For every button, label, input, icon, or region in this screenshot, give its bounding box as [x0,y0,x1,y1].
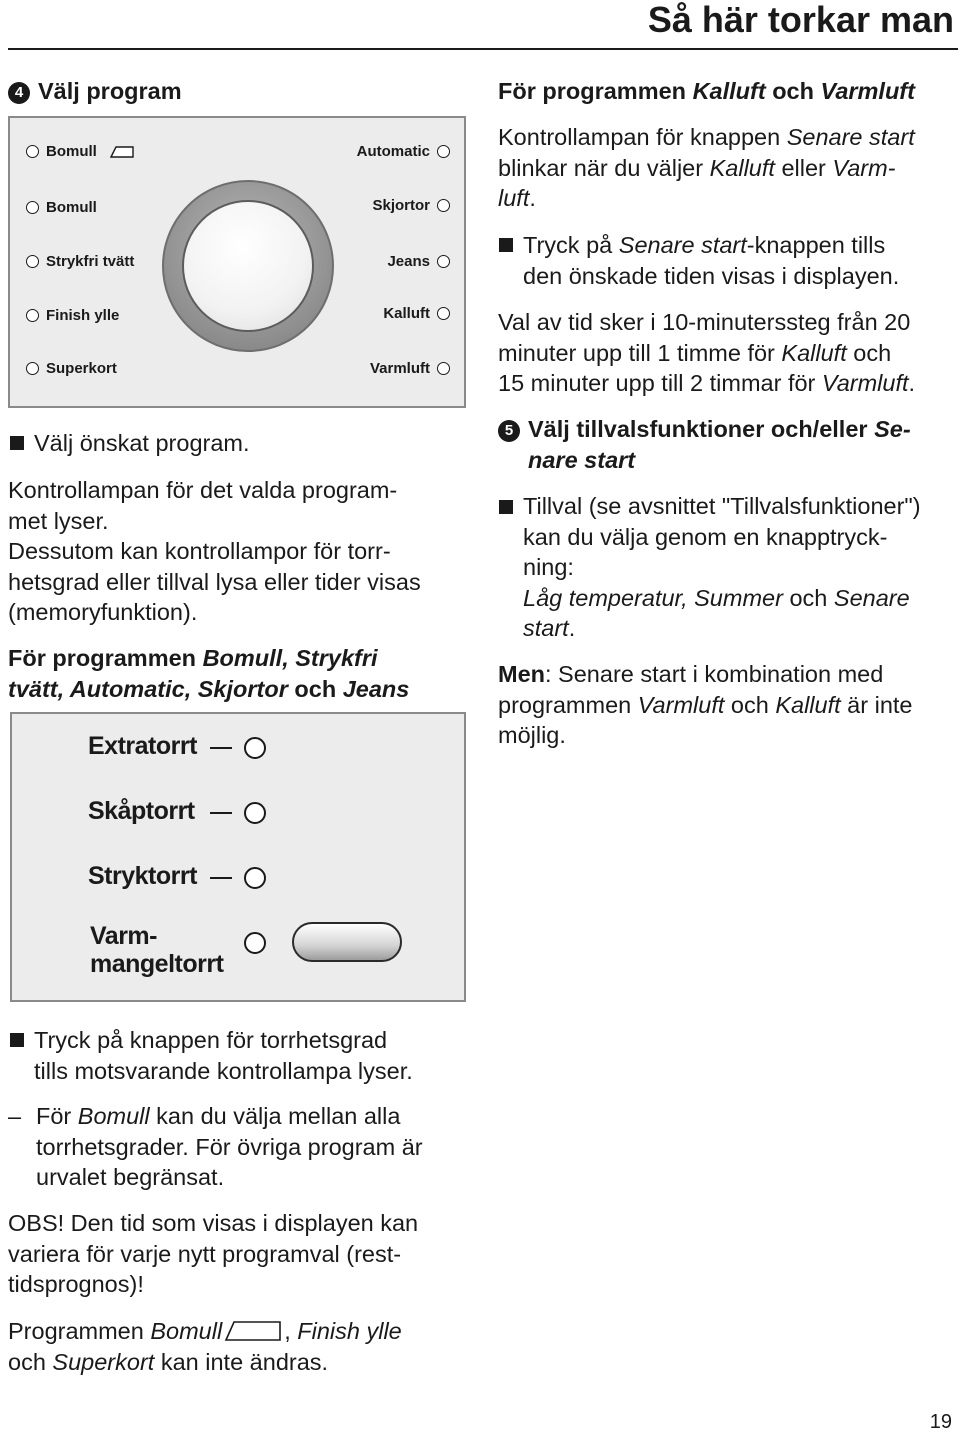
hanger-icon [224,1320,282,1342]
button-name: Senare start [786,124,915,150]
paragraph-line: urvalet begränsat. [36,1164,225,1190]
heading-text: och [287,676,343,702]
text: är inte [840,691,913,718]
step-number-badge: 4 [8,82,30,104]
instruction-press-delay-start [523,230,899,291]
program-label: Skjortor [372,197,430,214]
paragraph-line: hetsgrad eller tillval lysa eller tider visas [8,568,421,595]
program-name: Varm- [832,154,896,181]
dryness-label: mangeltorrt [90,950,224,978]
paragraph-line: Val av tid sker i 10-minuterssteg från 20 [498,309,911,335]
indicator-lamp-icon [244,802,266,824]
step-number-badge: 5 [498,420,520,442]
program-name: Bomull [77,1103,150,1129]
heading-programs: Kalluft [692,78,766,104]
paragraph-line: Kontrollampan för det valda program- [8,477,398,503]
bullet-icon [10,436,24,450]
program-dial-knob [182,200,314,332]
text: : Senare start i kombination med [545,661,884,687]
text: kan du välja mellan alla [149,1103,401,1129]
text: minuter upp till 1 timme för [498,339,782,366]
text: 15 minuter upp till 2 timmar för [498,370,822,396]
bullet-icon [10,1033,24,1047]
heading-text: För programmen [8,645,203,671]
paragraph-line: Dessutom kan kontrollampor för torr- [8,538,391,564]
text: och [8,1348,53,1375]
heading-programs: tvätt, Automatic, Skjortor [8,676,288,702]
program-label: Kalluft [383,305,430,322]
dryness-selector-panel [10,712,466,1002]
memory-function-paragraph [8,475,421,628]
text: och [782,584,834,611]
program-label: Bomull [46,143,97,160]
indicator-lamp-icon [437,307,450,320]
dryness-label: Varm- [90,922,157,950]
text: Programmen [8,1318,151,1344]
heading-text: och [765,78,821,104]
indicator-lamp-icon [244,737,266,759]
button-name: Senare start [618,232,747,258]
program-label: Finish ylle [46,307,120,324]
time-steps-paragraph [498,307,915,399]
text: och [724,691,776,718]
hanger-icon [110,145,134,159]
option-name: start [523,615,569,641]
text: Tryck på [523,232,619,258]
heading-text: För programmen [498,78,693,104]
program-option-varmluft[interactable] [310,360,450,378]
text: Kontrollampan för knappen [498,124,787,150]
paragraph-line: torrhetsgrader. För övriga program är [36,1133,423,1160]
paragraph-line: kan du välja genom en knapptryck- [523,523,888,550]
program-name: Kalluft [775,691,841,718]
heading-text: Välj tillvalsfunktioner och/eller [528,416,875,442]
program-name: Kalluft [781,339,847,366]
indicator-lamp-icon [437,362,450,375]
text: -knappen tills [746,232,886,258]
program-name: Finish ylle [297,1318,402,1344]
text: . [568,615,576,641]
dryness-label: Extratorrt [88,732,197,760]
bullet-icon [499,238,513,252]
dash-marker: – [8,1103,22,1129]
heading-text: nare start [528,447,636,473]
program-label: Jeans [387,253,430,270]
kalluft-varmluft-heading [498,76,915,107]
heading-programs: Varmluft [820,78,915,104]
paragraph-line: Tillval (se avsnittet "Tillvalsfunktioner") [523,493,921,519]
unchangeable-programs-note [8,1316,402,1377]
program-name: luft [498,185,530,211]
text: För [36,1103,78,1129]
step-4-title: Välj program [38,78,182,104]
program-name: Kalluft [709,154,775,181]
delay-start-lamp-paragraph [498,122,915,214]
page-number: 19 [929,1411,952,1433]
connector-line [210,747,232,749]
options-instruction [523,491,921,644]
text: kan inte ändras. [154,1348,329,1375]
text: . [529,185,536,211]
connector-line [210,877,232,879]
program-label: Varmluft [369,360,430,377]
instruction-select-program: Välj önskat program. [34,430,250,456]
indicator-lamp-icon [244,867,266,889]
program-label: Strykfri tvätt [46,253,135,270]
combination-warning [498,659,913,751]
dryness-label: Skåptorrt [88,797,195,825]
paragraph-line: tills motsvarande kontrollampa lyser. [34,1057,413,1084]
heading-programs: Bomull, Strykfri [202,645,378,671]
bullet-icon [499,500,513,514]
paragraph-line: möjlig. [498,722,566,748]
paragraph-line: (memoryfunktion). [8,599,198,625]
program-option-kalluft[interactable] [310,305,450,323]
paragraph-line: OBS! Den tid som visas i displayen kan [8,1210,419,1236]
bomull-note [36,1101,423,1193]
text: eller [774,154,833,181]
program-name: Bomull [150,1318,223,1344]
paragraph-line: variera för varje nytt programval (rest- [8,1240,402,1267]
program-option-automatic[interactable] [310,143,450,161]
program-name: Varmluft [637,691,725,718]
option-name: Låg temperatur, Summer [523,584,783,611]
program-option-jeans[interactable] [310,253,450,271]
indicator-lamp-icon [244,932,266,954]
text: . [908,370,916,396]
text: och [846,339,892,366]
program-label: Superkort [46,360,117,377]
obs-note [8,1208,418,1300]
heading-text: Se- [874,416,911,442]
warning-label: Men [498,661,545,687]
step-5-heading [498,414,911,476]
dryness-label: Stryktorrt [88,862,197,890]
program-name: Superkort [52,1348,155,1375]
program-option-skjortor[interactable] [310,197,450,215]
paragraph-line: den önskade tiden visas i displayen. [523,262,900,289]
paragraph-line: Tryck på knappen för torrhetsgrad [34,1027,388,1053]
program-label: Automatic [356,143,430,160]
paragraph-line: ning: [523,554,574,580]
indicator-lamp-icon [437,145,450,158]
text: programmen [498,691,638,718]
indicator-lamp-icon [437,199,450,212]
dryness-select-button[interactable] [292,922,402,962]
indicator-lamp-icon [26,309,39,322]
indicator-lamp-icon [437,255,450,268]
indicator-lamp-icon [26,255,39,268]
dryness-programs-heading [8,643,409,705]
paragraph-line: met lyser. [8,507,109,534]
indicator-lamp-icon [26,145,39,158]
paragraph-line: tidsprognos)! [8,1271,144,1297]
program-dial[interactable] [162,180,334,352]
heading-programs: Jeans [342,676,410,702]
text: blinkar när du väljer [498,154,710,181]
option-name: Senare [833,584,910,611]
indicator-lamp-icon [26,201,39,214]
step-4-heading [8,76,182,107]
header-divider [8,48,958,50]
instruction-press-dryness [34,1025,413,1086]
program-selector-panel [8,116,466,408]
text: , [284,1318,298,1344]
program-label: Bomull [46,199,97,216]
program-name: Varmluft [821,370,909,396]
connector-line [210,812,232,814]
indicator-lamp-icon [26,362,39,375]
page-header-title: Så här torkar man [647,0,954,40]
